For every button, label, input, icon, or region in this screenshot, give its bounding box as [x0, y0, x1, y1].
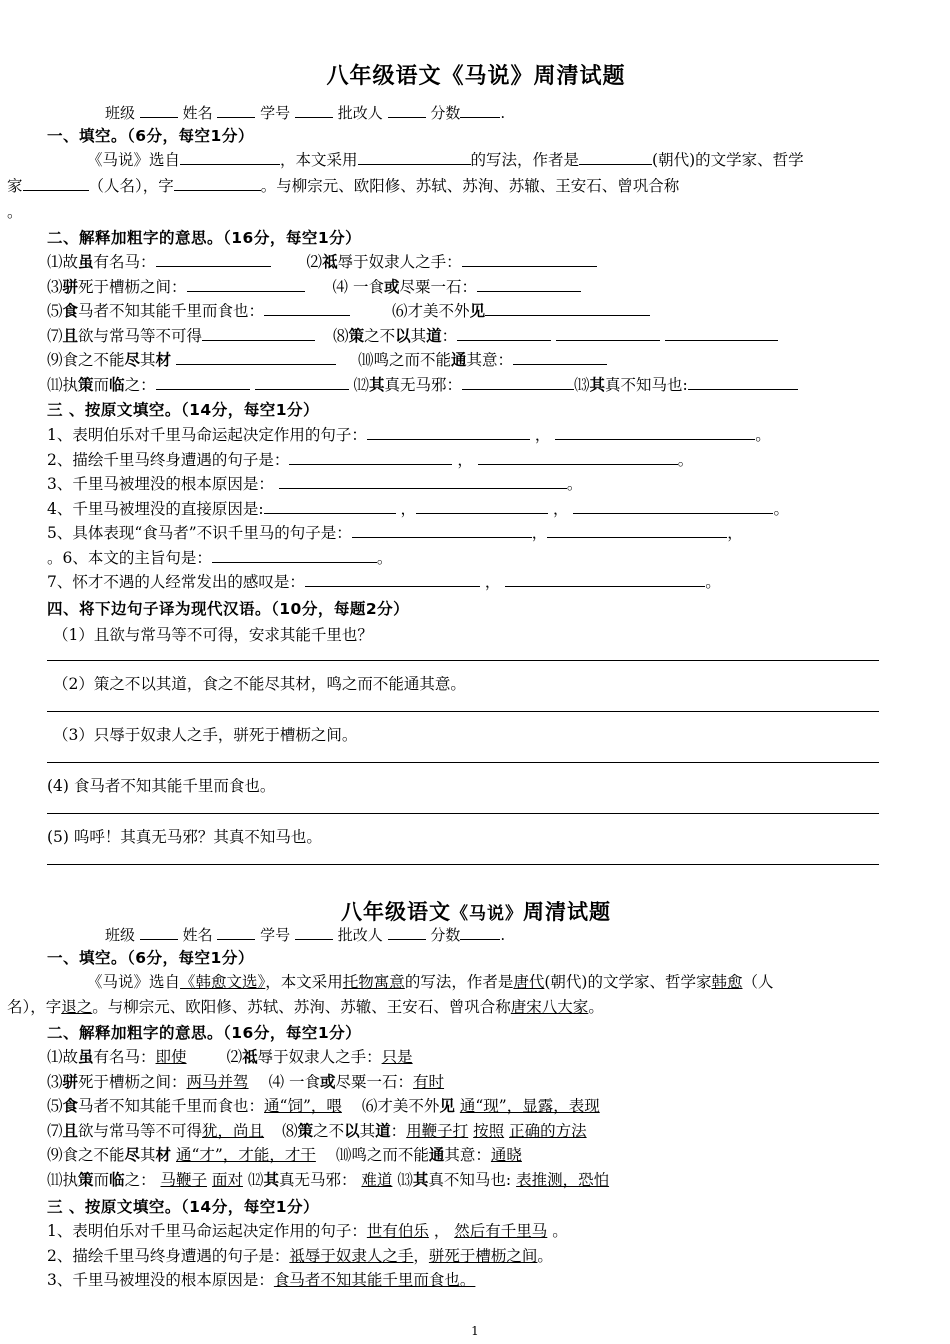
translation-question: （2）策之不以其道，食之不能尽其材，鸣之而不能通其意。	[53, 675, 466, 693]
translation-question: (4) 食马者不知其能千里而食也。	[47, 777, 276, 795]
answer-row: ⑸食马者不知其能千里而食也：通“饲”，喂 ⑹才美不外见 通“现”，显露，表现	[47, 1096, 600, 1115]
fill-blank[interactable]	[579, 147, 652, 165]
answer-key-title: 八年级语文《马说》周清试题	[341, 900, 611, 924]
answer-blank[interactable]	[212, 545, 377, 563]
question-row: ⑺且欲与常马等不可得 ⑻策之不以其道：	[47, 323, 905, 348]
answer-blank[interactable]	[187, 274, 305, 292]
question-row: ⑴故虽有名马： ⑵祗辱于奴隶人之手：	[47, 249, 905, 274]
answer-row: 2、描绘千里马终身遭遇的句子是：祗辱于奴隶人之手，骈死于槽枥之间。	[47, 1246, 553, 1265]
translation-question: (5) 呜呼！其真无马邪？其真不知马也。	[47, 828, 322, 846]
grader-blank[interactable]	[388, 922, 426, 940]
answer-blank[interactable]	[255, 372, 349, 390]
question-row: 3、千里马被埋没的根本原因是： 。	[47, 471, 905, 496]
answer-section-1-paragraph: 《马说》选自《韩愈文选》，本文采用托物寓意的写法，作者是唐代(朝代)的文学家、哲学家韩愈（人 名），字退之。与柳宗元、欧阳修、苏轼、苏洵、苏辙、王安石、曾巩合称唐宋八大家。	[7, 973, 774, 1016]
answer-row: 1、表明伯乐对千里马命运起决定作用的句子：世有伯乐 ， 然后有千里马 。	[47, 1222, 568, 1240]
answer-line[interactable]	[47, 711, 879, 712]
answer-section-3	[47, 1219, 905, 1293]
name-blank[interactable]	[217, 100, 255, 118]
fill-blank[interactable]	[180, 147, 280, 165]
answer-blank[interactable]	[513, 347, 607, 365]
score-blank[interactable]	[460, 100, 500, 118]
page-title: 八年级语文《马说》周清试题	[326, 64, 626, 89]
answer-blank[interactable]	[457, 323, 551, 341]
answer-blank[interactable]	[555, 422, 755, 440]
answer-blank[interactable]	[202, 323, 315, 341]
answer-blank[interactable]	[305, 569, 480, 587]
answer-blank[interactable]	[462, 372, 574, 390]
class-blank[interactable]	[140, 922, 178, 940]
answer-blank[interactable]	[176, 347, 336, 365]
question-row: ⑾执策而临之： ⑿其真无马邪： ⒀其真不知马也:	[47, 372, 905, 397]
fill-blank[interactable]	[23, 173, 89, 191]
answer-blank[interactable]	[264, 298, 350, 316]
answer-row: ⑾执策而临之： 马鞭子 面对 ⑿其真无马邪： 难道 ⒀其真不知马也: 表推测，恐怕	[47, 1169, 610, 1189]
answer-blank[interactable]	[352, 520, 532, 538]
answer-row: ⑺且欲与常马等不可得犹，尚且 ⑻策之不以其道：用鞭子打 按照 正确的方法	[47, 1120, 587, 1140]
question-row: ⑼食之不能尽其材 ⑽鸣之而不能通其意：	[47, 347, 905, 372]
answer-blank[interactable]	[485, 298, 650, 316]
section-4-questions	[47, 623, 879, 865]
name-blank[interactable]	[217, 922, 255, 940]
id-blank[interactable]	[295, 922, 333, 940]
answer-line[interactable]	[47, 660, 879, 661]
answer-blank[interactable]	[688, 372, 798, 390]
question-row: 7、怀才不遇的人经常发出的感叹是： ， 。	[47, 569, 905, 594]
answer-blank[interactable]	[573, 496, 773, 514]
section-3-questions	[47, 422, 905, 594]
question-row: 。6、本文的主旨句是： 。	[47, 545, 905, 570]
answer-row: 3、千里马被埋没的根本原因是：食马者不知其能千里而食也。	[47, 1271, 476, 1289]
answer-line[interactable]	[47, 813, 879, 814]
section-1-paragraph: 《马说》选自 ，本文采用 的写法，作者是 (朝代)的文学家、哲学 家 （人名），字 。与柳宗元、欧阳修、苏轼、苏洵、苏辙、王安石、曾巩合称 。	[47, 147, 905, 225]
answer-section-3-heading: 三 、按原文填空。（14分，每空1分）	[47, 1198, 320, 1216]
section-3-heading: 三 、按原文填空。（14分，每空1分）	[47, 401, 320, 419]
answer-blank[interactable]	[505, 569, 705, 587]
grader-blank[interactable]	[388, 100, 426, 118]
question-row: 4、千里马被埋没的直接原因是: ， ， 。	[47, 496, 905, 521]
answer-line[interactable]	[47, 864, 879, 865]
answer-row: ⑶骈死于槽枥之间：两马并驾 ⑷ 一食或尽粟一石：有时	[47, 1071, 445, 1091]
answer-blank[interactable]	[478, 447, 678, 465]
answer-blank[interactable]	[156, 372, 250, 390]
translation-question: （3）只辱于奴隶人之手，骈死于槽枥之间。	[53, 726, 358, 744]
answer-blank[interactable]	[156, 249, 271, 267]
translation-question: （1）且欲与常马等不可得，安求其能千里也？	[53, 626, 373, 644]
question-row: 1、表明伯乐对千里马命运起决定作用的句子： ， 。	[47, 422, 905, 447]
answer-blank[interactable]	[462, 249, 597, 267]
answer-blank[interactable]	[289, 447, 452, 465]
answer-row: ⑴故虽有名马：即使 ⑵祗辱于奴隶人之手：只是	[47, 1047, 413, 1066]
question-row: 5、具体表现“食马者”不识千里马的句子是： ， ，	[47, 520, 905, 545]
answer-blank[interactable]	[665, 323, 778, 341]
answer-blank[interactable]	[477, 274, 581, 292]
answer-blank[interactable]	[547, 520, 727, 538]
student-info-line-2: 班级 姓名 学号 批改人 分数 .	[47, 922, 505, 945]
page-number: 1	[471, 1324, 479, 1338]
answer-blank[interactable]	[367, 422, 530, 440]
question-row: ⑶骈死于槽枥之间： ⑷ 一食或尽粟一石：	[47, 274, 905, 299]
student-info-line: 班级 姓名 学号 批改人 分数 .	[47, 100, 505, 123]
answer-line[interactable]	[47, 762, 879, 763]
answer-section-2-heading: 二、解释加粗字的意思。（16分，每空1分）	[47, 1024, 362, 1042]
question-row: ⑸食马者不知其能千里而食也： ⑹才美不外见	[47, 298, 905, 323]
answer-blank[interactable]	[279, 471, 567, 489]
answer-row: ⑼食之不能尽其材 通“才”，才能，才干 ⑽鸣之而不能通其意：通晓	[47, 1145, 522, 1164]
section-4-heading: 四、将下边句子译为现代汉语。（10分，每题2分）	[47, 600, 410, 618]
section-1-heading: 一、填空。（6分，每空1分）	[47, 127, 254, 145]
answer-blank[interactable]	[416, 496, 548, 514]
id-blank[interactable]	[295, 100, 333, 118]
answer-section-1-heading: 一、填空。（6分，每空1分）	[47, 949, 254, 967]
class-blank[interactable]	[140, 100, 178, 118]
answer-section-2	[47, 1045, 905, 1192]
answer-blank[interactable]	[264, 496, 396, 514]
score-blank[interactable]	[460, 922, 500, 940]
section-2-questions	[47, 249, 905, 396]
fill-blank[interactable]	[174, 173, 261, 191]
section-2-heading: 二、解释加粗字的意思。（16分，每空1分）	[47, 229, 362, 247]
question-row: 2、描绘千里马终身遭遇的句子是： ， 。	[47, 447, 905, 472]
fill-blank[interactable]	[358, 147, 471, 165]
answer-blank[interactable]	[556, 323, 660, 341]
